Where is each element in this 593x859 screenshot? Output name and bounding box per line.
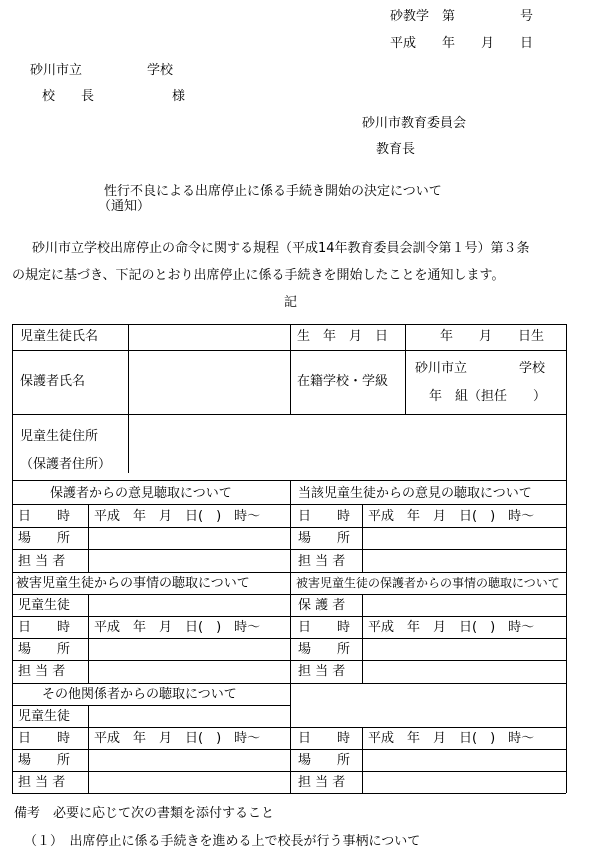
recipient-title: 校 長 様 xyxy=(42,89,186,104)
place-label: 場 所 xyxy=(298,531,351,546)
datetime-value: 平成 年 月 日( ) 時～ xyxy=(94,731,261,746)
body-line-1: 砂川市立学校出席停止の命令に関する規程（平成14年教育委員会訓令第１号）第３条 xyxy=(32,241,530,256)
class-value: 年 組（担任 ） xyxy=(429,389,547,404)
school-value: 砂川市立 学校 xyxy=(415,361,546,376)
address-label: 児童生徒住所 xyxy=(20,429,99,444)
birth-date-label: 生 年 月 日 xyxy=(297,329,389,344)
guardian-name-label: 保護者氏名 xyxy=(20,374,86,389)
sender-org: 砂川市教育委員会 xyxy=(362,116,467,131)
officer-label: 担 当 者 xyxy=(298,554,346,569)
datetime-label: 日 時 xyxy=(18,620,71,635)
other-hearing-heading: その他関係者からの聴取について xyxy=(42,687,237,702)
victim-hearing-heading: 被害児童生徒からの事情の聴取について xyxy=(16,576,250,591)
officer-label: 担 当 者 xyxy=(18,554,66,569)
officer-label: 担 当 者 xyxy=(18,664,66,679)
place-label: 場 所 xyxy=(18,642,71,657)
place-label: 場 所 xyxy=(18,531,71,546)
recipient-school: 砂川市立 学校 xyxy=(30,63,174,78)
datetime-label: 日 時 xyxy=(18,731,71,746)
datetime-value: 平成 年 月 日( ) 時～ xyxy=(94,509,261,524)
place-label: 場 所 xyxy=(298,642,351,657)
place-label: 場 所 xyxy=(18,753,71,768)
datetime-label: 日 時 xyxy=(18,509,71,524)
document-number: 砂教学 第 号 xyxy=(390,9,534,24)
address-sub-label: （保護者住所） xyxy=(20,457,112,472)
document-subtitle: （通知） xyxy=(98,199,151,214)
document-date: 平成 年 月 日 xyxy=(390,36,534,51)
guardian-hearing-heading: 保護者からの意見聴取について xyxy=(50,486,232,501)
datetime-label: 日 時 xyxy=(298,620,351,635)
officer-label: 担 当 者 xyxy=(18,775,66,790)
student-label: 児童生徒 xyxy=(18,598,71,613)
place-label: 場 所 xyxy=(298,753,351,768)
datetime-value: 平成 年 月 日( ) 時～ xyxy=(368,509,535,524)
datetime-value: 平成 年 月 日( ) 時～ xyxy=(94,620,261,635)
guardian-label: 保 護 者 xyxy=(298,598,346,613)
student-label: 児童生徒 xyxy=(18,709,71,724)
datetime-label: 日 時 xyxy=(298,509,351,524)
school-grade-label: 在籍学校・学級 xyxy=(297,374,389,389)
datetime-value: 平成 年 月 日( ) 時～ xyxy=(368,620,535,635)
notes-item-1: （１） 出席停止に係る手続きを進める上で校長が行う事柄について xyxy=(24,834,421,849)
birth-date-value: 年 月 日生 xyxy=(440,329,545,344)
student-name-label: 児童生徒氏名 xyxy=(20,329,99,344)
datetime-label: 日 時 xyxy=(298,731,351,746)
sender-title: 教育長 xyxy=(376,142,416,157)
officer-label: 担 当 者 xyxy=(298,664,346,679)
notes-heading: 備考 必要に応じて次の書類を添付すること xyxy=(14,806,275,821)
body-line-2: の規定に基づき、下記のとおり出席停止に係る手続きを開始したことを通知します。 xyxy=(12,268,505,283)
victim-guardian-hearing-heading: 被害児童生徒の保護者からの事情の聴取について xyxy=(296,576,560,590)
ki-heading: 記 xyxy=(284,295,298,310)
student-hearing-heading: 当該児童生徒からの意見の聴取について xyxy=(298,486,532,501)
datetime-value: 平成 年 月 日( ) 時～ xyxy=(368,731,535,746)
document-title: 性行不良による出席停止に係る手続き開始の決定について xyxy=(104,184,442,199)
officer-label: 担 当 者 xyxy=(298,775,346,790)
